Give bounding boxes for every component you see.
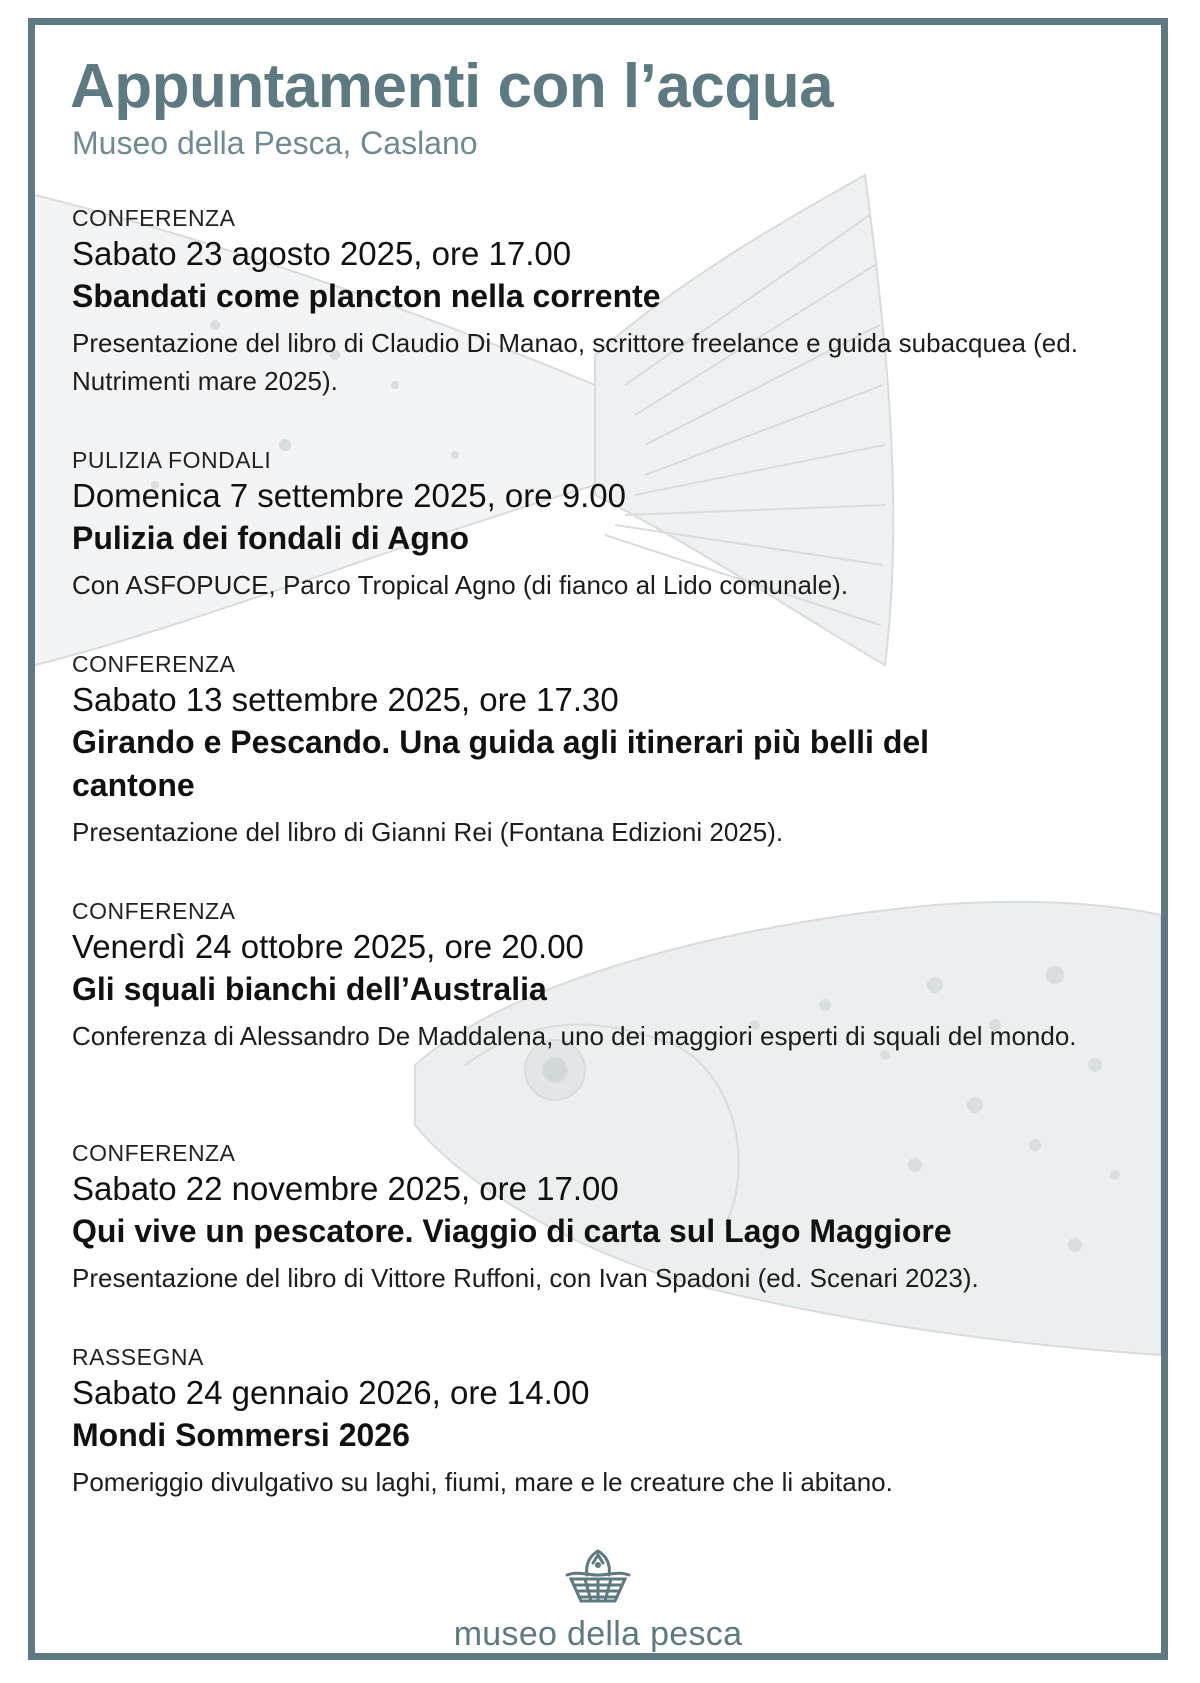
event-date: Sabato 24 gennaio 2026, ore 14.00 (72, 1374, 590, 1411)
event-description: Conferenza di Alessandro De Maddalena, uno dei maggiori esperti di squali del mondo. (72, 1021, 1077, 1051)
event-date: Sabato 22 novembre 2025, ore 17.00 (72, 1170, 619, 1207)
event-date: Sabato 23 agosto 2025, ore 17.00 (72, 235, 572, 272)
event-description: Con ASFOPUCE, Parco Tropical Agno (di fianco al Lido comunale). (72, 570, 849, 600)
event-description: Presentazione del libro di Gianni Rei (Fontana Edizioni 2025). (72, 817, 784, 847)
event-description: Presentazione del libro di Claudio Di Manao, scrittore freelance e guida subacquea (ed. Nutrimenti mare 2025). (72, 328, 1078, 396)
event-date: Domenica 7 settembre 2025, ore 9.00 (72, 477, 626, 514)
event-category: CONFERENZA (72, 205, 236, 231)
event-date: Venerdì 24 ottobre 2025, ore 20.00 (72, 928, 584, 965)
event-category: CONFERENZA (72, 651, 236, 677)
event-category: RASSEGNA (72, 1344, 204, 1370)
event-description: Pomeriggio divulgativo su laghi, fiumi, mare e le creature che li abitano. (72, 1467, 893, 1497)
museum-logo (35, 1545, 1161, 1654)
event-title: Mondi Sommersi 2026 (72, 1417, 410, 1453)
event-title: Gli squali bianchi dell’Australia (72, 971, 547, 1007)
event-item (72, 205, 1132, 400)
museum-logo-icon (563, 1545, 633, 1607)
poster-content (35, 25, 1161, 1653)
event-title: Qui vive un pescatore. Viaggio di carta sul Lago Maggiore (72, 1213, 952, 1249)
event-category: CONFERENZA (72, 1140, 236, 1166)
event-title: Pulizia dei fondali di Agno (72, 520, 470, 556)
event-item (72, 1140, 1132, 1297)
event-date: Sabato 13 settembre 2025, ore 17.30 (72, 681, 619, 718)
event-category: PULIZIA FONDALI (72, 447, 272, 473)
poster-frame (28, 18, 1168, 1660)
event-item (72, 1344, 1132, 1501)
event-title: Sbandati come plancton nella corrente (72, 278, 661, 314)
event-description: Presentazione del libro di Vittore Ruffoni, con Ivan Spadoni (ed. Scenari 2023). (72, 1263, 979, 1293)
event-item (72, 447, 1132, 604)
page-subtitle: Museo della Pesca, Caslano (72, 125, 478, 161)
event-title: Girando e Pescando. Una guida agli itinerari più belli del cantone (72, 724, 930, 803)
event-item (72, 651, 1132, 851)
event-category: CONFERENZA (72, 898, 236, 924)
event-item (72, 898, 1132, 1055)
logo-text: museo della pesca (453, 1615, 743, 1653)
page-title: Appuntamenti con l’acqua (70, 52, 834, 121)
